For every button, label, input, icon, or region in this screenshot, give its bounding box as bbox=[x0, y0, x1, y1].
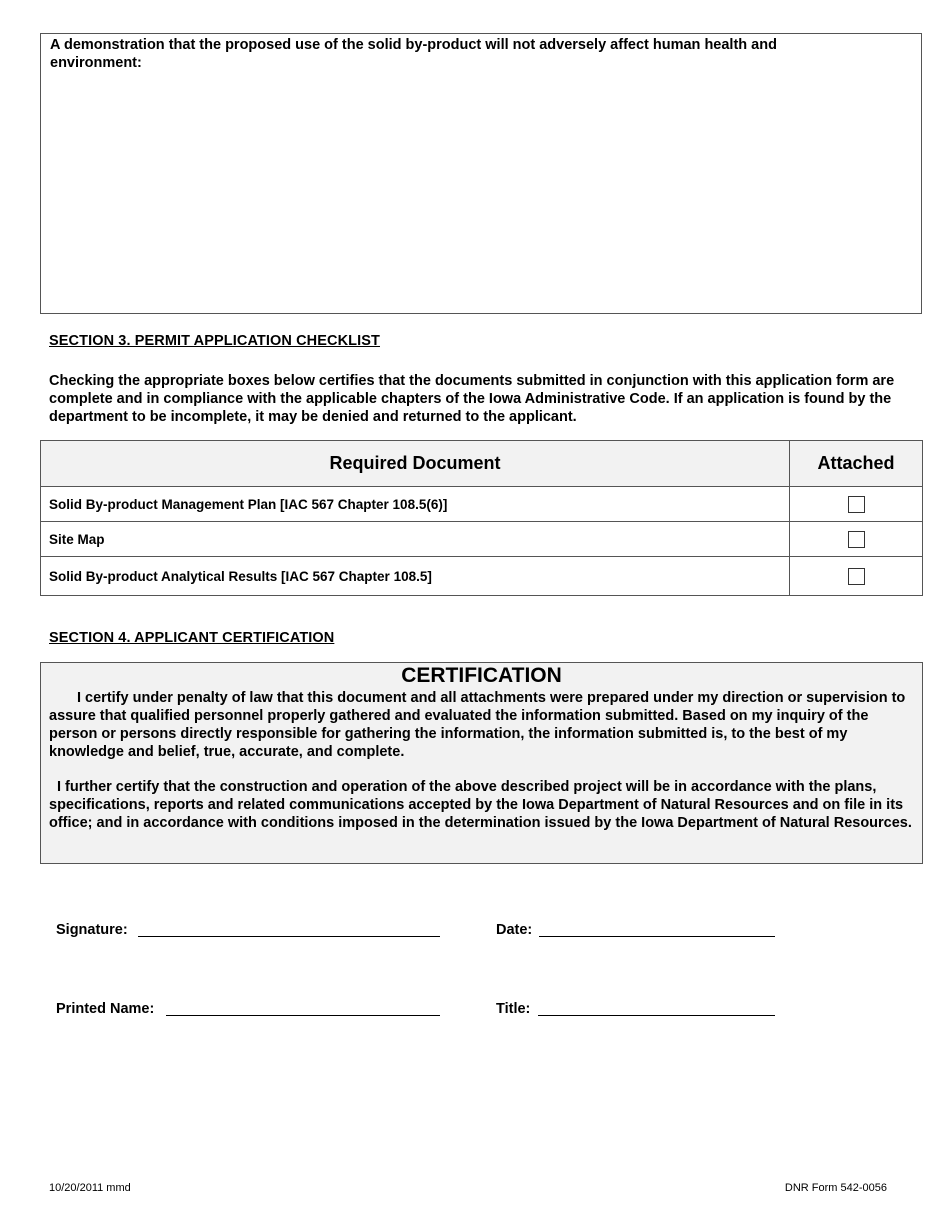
attached-cell bbox=[790, 487, 923, 522]
attached-cell bbox=[790, 557, 923, 596]
title-label: Title: bbox=[496, 1001, 531, 1017]
date-label: Date: bbox=[496, 922, 533, 938]
attached-checkbox-site-map[interactable] bbox=[848, 531, 865, 548]
printed-name-field[interactable] bbox=[166, 1015, 440, 1016]
title-field[interactable] bbox=[538, 1015, 775, 1016]
demonstration-textarea[interactable] bbox=[40, 33, 922, 314]
certification-title: CERTIFICATION bbox=[401, 664, 562, 687]
document-name: Solid By-product Management Plan [IAC 567 Chapter 108.5(6)] bbox=[41, 487, 790, 522]
checklist-table bbox=[40, 440, 923, 596]
demonstration-label: A demonstration that the proposed use of the solid by-product will not adversely affect human health and environment: bbox=[50, 37, 777, 71]
section-4-heading: SECTION 4. APPLICANT CERTIFICATION bbox=[49, 630, 335, 646]
attached-checkbox-management-plan[interactable] bbox=[848, 496, 865, 513]
certification-paragraph-2: I further certify that the construction and operation of the above described project will be in accordance with the plans, specifications, reports and related communications accepted by the Iowa Department of Natural Resources and on file in its office; and in accordance with conditions imposed in the determination issued by the Iowa Department of Natural Resources. bbox=[49, 779, 912, 831]
date-field[interactable] bbox=[539, 936, 775, 937]
document-name: Solid By-product Analytical Results [IAC 567 Chapter 108.5] bbox=[41, 557, 790, 596]
table-row bbox=[41, 557, 923, 596]
header-attached: Attached bbox=[790, 441, 923, 487]
certification-paragraph-1: I certify under penalty of law that this document and all attachments were prepared under my direction or supervision to assure that qualified personnel properly gathered and evaluated the information submitted. Based on my inquiry of the person or persons directly responsible for gathering the information, the information submitted is, to the best of my knowledge and belief, true, accurate, and complete. bbox=[49, 690, 906, 760]
section-3-heading: SECTION 3. PERMIT APPLICATION CHECKLIST bbox=[49, 333, 380, 349]
attached-cell bbox=[790, 522, 923, 557]
checklist-intro: Checking the appropriate boxes below certifies that the documents submitted in conjunction with this application form are complete and in compliance with the applicable chapters of the Iowa Administrative Code. If an application is found by the department to be incomplete, it may be denied and returned to the applicant. bbox=[49, 373, 895, 425]
certification-box bbox=[40, 662, 923, 864]
table-row bbox=[41, 487, 923, 522]
attached-checkbox-analytical-results[interactable] bbox=[848, 568, 865, 585]
header-required-document: Required Document bbox=[41, 441, 790, 487]
table-row bbox=[41, 522, 923, 557]
footer-form-number: DNR Form 542-0056 bbox=[784, 1182, 887, 1194]
footer-date: 10/20/2011 mmd bbox=[49, 1182, 131, 1194]
printed-name-label: Printed Name: bbox=[56, 1001, 155, 1017]
signature-field[interactable] bbox=[138, 936, 440, 937]
signature-label: Signature: bbox=[56, 922, 128, 938]
table-header-row bbox=[41, 441, 923, 487]
document-name: Site Map bbox=[41, 522, 790, 557]
